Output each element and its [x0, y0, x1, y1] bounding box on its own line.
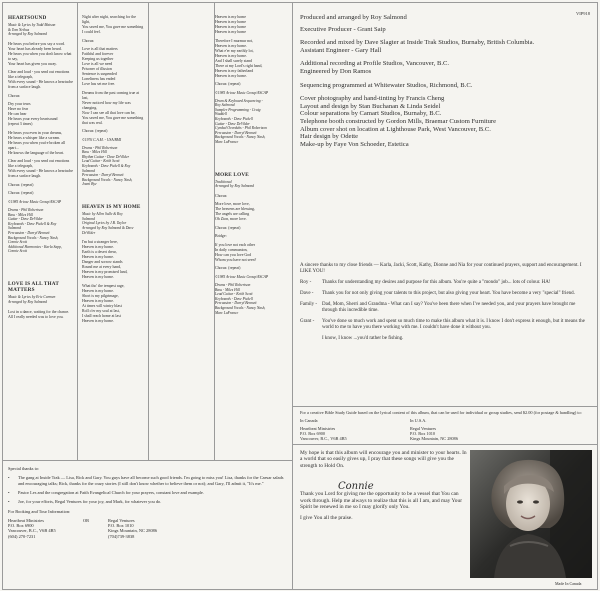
thanks-intro: A sincere thanks to my close friends — Karla, Jacki, Scott, Kathy, Dionne and Nia for your continued prayers, support and encouragement. I LIKE YOU! [300, 263, 582, 274]
chorus: Dry your tears Have no fear He can hear He hears your every heartsound (repeat 3 times) [8, 102, 58, 127]
song-title: HEAVEN IS MY HOME [82, 203, 141, 210]
chorus-label: Chorus: [215, 193, 228, 198]
thanks-recipient: Family - [300, 302, 318, 307]
chorus-repeat: Chorus: (repeat) [82, 129, 108, 133]
thanks-row [300, 291, 590, 297]
left-rule [2, 2, 3, 589]
thanks-row [300, 302, 590, 314]
chorus-repeat: Chorus: (repeat) [8, 182, 34, 187]
thanks-recipient: Dave - [300, 291, 314, 296]
copyright: ©1985 Ariose Music Group/ASCAP [215, 90, 269, 95]
special-thanks [8, 466, 288, 586]
center-divider [292, 2, 293, 589]
thanks-recipient: Roy - [300, 280, 312, 285]
message-hope: My hope is that this album will encourage you and minister to your hearts. In a world that so easily gives up, I pray that these songs will give you the strength to Hold On. [300, 450, 467, 469]
art-credits: Cover photography and hand-tinting by Francis Cheng Layout and design by Stan Buchanan & Linda Seidel Colour separations by Camart Studios, Burnaby, B.C. Telephone booth constructed by Gordon Mills, Braemar Custom Furniture Album cover shot on location at Lighthouse Park, West Vancouver, B.C. Hair design by Odette Make-up by Faye Von Schoeder, Estetica [300, 95, 497, 148]
lyrics-column-3 [211, 15, 287, 455]
portrait-image [470, 450, 592, 578]
verse: He hears you before you say a word. Your heart has already been heard. He hears you when you don't know what to say, Your heart has given you away. [8, 41, 72, 66]
verse: Clear and loud - you send out emotions like a telegraph, With every sound - He knows a heartache from a surface laugh. [8, 70, 73, 90]
lower-section-rule [2, 460, 292, 461]
study-note: For a creative Bible Study Guide based on the lyrical content of this album, that can be used for individual or group studies, send $2.00 (for postage & handling) to: [300, 410, 582, 415]
right-rule [597, 2, 598, 589]
song-credits: Music & Lyrics by Todd Matson & Tom Nethus Arranged by Roy Salmond [8, 23, 56, 37]
song-credits: Traditional Arranged by Roy Salmond [215, 179, 255, 189]
special-thanks-title: Special thanks to: [8, 466, 40, 471]
study-addresses [300, 418, 590, 441]
personal-thanks [300, 263, 590, 342]
thanks-bullet [8, 475, 288, 486]
chorus-label: Chorus: [8, 93, 21, 98]
booking-title: For Booking and Tour Information: [8, 509, 71, 515]
song-credits: Music & Lyrics by Eric Carmen Arranged by Roy Salmond [8, 295, 56, 305]
top-rule [2, 2, 598, 3]
bottom-rule [2, 589, 598, 590]
musician-credits: Drums - Phil Robertson Bass - Miles Hill Guitar - Dave DeVilder Keyboards - Dave Pickell & Roy Salmond Percussion - Darryl Bennett Background Vocals - Nancy Nash, Connie Scott Additional Harmonies - Karla Sapp, Connie Scott [8, 208, 62, 254]
thanks-row [300, 319, 590, 331]
thanks-text: The gang at Inside Trak — Lisa, Rick and Gary. You guys have all become such good friends. I'm going to miss you! Lisa, thanks for the Caesar salads and encouraging talks; Rick, thanks for the crazy stories (I still don't know whether to believe them or not); and Gary, I'll admit it, "It's me." [18, 475, 284, 486]
thanks-bullet [8, 499, 288, 504]
thanks-recipient: Grant - [300, 319, 315, 324]
message-prayer: Thank you Lord for giving me the opportunity to be a vessel that You can work through. Help me always to realize that this is all I am, and may Your Spirit be renewed in me so I may glorify only You. [300, 491, 462, 511]
copyright: ©1985 Ariose Music Group/ASCAP [8, 199, 62, 204]
photo-rule [292, 444, 598, 445]
study-rule [292, 406, 598, 407]
bullet-icon: • [8, 499, 10, 505]
booking-or: OR [83, 517, 90, 523]
made-in-canada: Made In Canada [555, 581, 582, 586]
verse: I'm but a stranger here, Heaven is my home. Earth is a desert drear, Heaven is my home. Danger and sorrow stands Round me at every hand, Heaven is my promised land, Heaven is my home. [82, 240, 128, 280]
chorus-label: Chorus: [82, 38, 95, 43]
study-address-usa [410, 418, 458, 441]
personal-message [300, 450, 468, 522]
copyright: ©1976 C.A.M. - USA/BMI [82, 137, 122, 142]
bridge-label: Bridge: [215, 234, 227, 239]
verse: Night after night, searching for the light, You saved me, You gave me something I could feel. [82, 15, 144, 34]
study-guide [300, 410, 590, 441]
booking-address-canada: Heartbeat Ministries P.O. Box 6900 Vancouver, B.C., V6B 4B5 (604) 270-7231 [8, 517, 56, 539]
verse: He hears you even in your dreams, He hears a whisper like a scream. He hears you when you're broken all apart... He knows the language of the heart. [8, 130, 66, 155]
bullet-icon: • [8, 475, 10, 481]
study-address-canada [300, 418, 410, 441]
message-closing: I give You all the praise. [300, 515, 353, 522]
fishing-note: I know, I know ...you'd rather be fishing. [322, 336, 404, 341]
thanks-message: You've done so much work and spent so much time to make this album what it is. I know I don't express it enough, but it means the world to me to have you there working with me. I couldn't have done it without you. [322, 319, 585, 330]
chorus-repeat: Chorus: (repeat) [215, 266, 241, 271]
song-title: HEARTSOUND [8, 15, 47, 21]
thanks-text: Joe, for your efforts, Regal Ventures for your joy, and Mark, for whatever you do. [18, 499, 162, 505]
lyrics-column-2 [82, 15, 145, 455]
address-label: In U.S.A. [410, 418, 427, 423]
chorus-repeat: Chorus: (repeat) [215, 82, 241, 86]
verse: What tho' the tempest rage, Heaven is my home. Short is my pilgrimage, Heaven is my home. At times will wintry blast Roll o'er my soul at last, I shall reach home at last Heaven is my home. [82, 283, 125, 323]
signature: Connie [338, 481, 374, 492]
exec-producer-line: Executive Producer - Grant Saip [300, 25, 386, 33]
song-credits: Music by Allen Salle & Roy Salmond Original Lyrics by J.B. Taylor Arranged by Roy Salmond & Dave DeVilder [82, 212, 134, 235]
verse: Heaven is my home Heaven is my home Heaven is my home Heaven is my home [215, 15, 247, 34]
production-credits [300, 11, 590, 154]
musician-credits: Drum & Keyboard Sequencing - Roy Salmond Sampler Programming - Craig Waddell Keyboards - Dave Pickell Guitar - Dave DeVilder Cymbal Overdubs - Phil Robertson Percussion - Darryl Bennett Background Vocals - Nancy Nash, Marc LaFrance [215, 98, 267, 144]
booking-address-usa: Regal Ventures P.O. Box 1010 Kings Mountain, NC 28086 (704)739-3838 [108, 517, 158, 539]
bridge: If you love not each other In daily communion, How can you love God Whom you have not seen? [215, 242, 257, 262]
verse: Dreams from the past coming true at last, Never noticed how my life was changing. Now I can see all that love can be, You saved me, You gave me something that was real. [82, 90, 144, 125]
chorus-repeat: Chorus: (repeat) [215, 225, 241, 230]
catalog-number: VIP918 [575, 11, 590, 16]
bullet-icon: • [8, 489, 10, 495]
booking-addresses [8, 518, 288, 539]
musician-credits: Drums - Phil Robertson Bass - Miles Hill Lead Guitar - Keith Scott Keyboards - Dave Pickell Percussion - Darryl Bennett Background Vocals - Nancy Nash, Marc LaFrance [215, 283, 266, 315]
sequencing-credits: Sequencing programmed at Whitewater Studios, Richmond, B.C. [300, 81, 473, 89]
musician-credits: Drums - Phil Robertson Bass - Miles Hill Rhythm Guitar - Dave DeVilder Lead Guitar - Keith Scott Keyboards - Dave Pickell & Roy Salmond Percussion - Darryl Bennett Background Vocals - Nancy Nash, Joani Bye [82, 145, 133, 187]
lyrics-column-1 [8, 15, 74, 455]
verse: Clear and loud - you send out emotions like a telegraph, With every sound - He knows a heartache from a surface laugh. [8, 159, 73, 179]
address: Heartbeat Ministries P.O. Box 6900 Vancouver, B.C., V6B 4B5 [300, 426, 347, 441]
address: Regal Ventures P.O. Box 1010 Kings Mountain, NC 28086 [410, 426, 458, 441]
song-title: MORE LOVE [215, 171, 249, 178]
column-divider [77, 2, 78, 460]
producer-line: Produced and arranged by Roy Salmond [300, 14, 407, 21]
thanks-message: Dad, Mom, Sherri and Grandma - What can I say? You've been there when I've needed you, and your prayers have brought me through this incredible time. [322, 302, 576, 313]
chorus-repeat: Chorus: (repeat) [8, 191, 34, 196]
artist-photo [470, 450, 592, 578]
recording-credits: Recorded and mixed by Dave Slagter at Inside Trak Studios, Burnaby, British Columbia. Assistant Engineer - Gary Hall [300, 39, 535, 54]
additional-recording: Additional recording at Profile Studios, Vancouver, B.C. Engineered by Don Ramos [300, 60, 450, 75]
thanks-message: Thank you for not only giving your talents to this project, but also giving your heart. You have become a very "special" friend. [322, 291, 575, 296]
verse: Lost in a dance, waiting for the chance. All I really needed was to love you. [8, 309, 70, 319]
address-label: In Canada [300, 418, 318, 423]
song-title: LOVE IS ALL THAT MATTERS [8, 281, 59, 294]
chorus: Love is all that matters Faithful and forever Keeping us together Love is all we need Prisoner of illusion Sentence is suspended Loneliness has ended Love has set me free. [82, 47, 118, 86]
thanks-message: Thanks for understanding my desires and purpose for this album. You're quite a "mondo" job... lots of colour. HA! [322, 280, 551, 285]
thanks-row [300, 280, 590, 286]
chorus: More love, more love, The heavens are blessing, The angels are calling Oh Zion, more love. [215, 202, 255, 222]
thanks-bullet [8, 490, 288, 495]
thanks-text: Pastor Les and the congregation at Faith Evangelical Church for your prayers, constant love and example. [18, 489, 204, 495]
copyright: ©1985 Ariose Music Group/ASCAP [215, 274, 269, 279]
verse: Therefore I murmur not, Heaven is my home. What e'er my earthly lot, Heaven is my home. And I shall surely stand There at my Lord's right hand, Heaven is my fatherland Heaven is my home. [215, 38, 263, 78]
column-divider [148, 2, 149, 460]
